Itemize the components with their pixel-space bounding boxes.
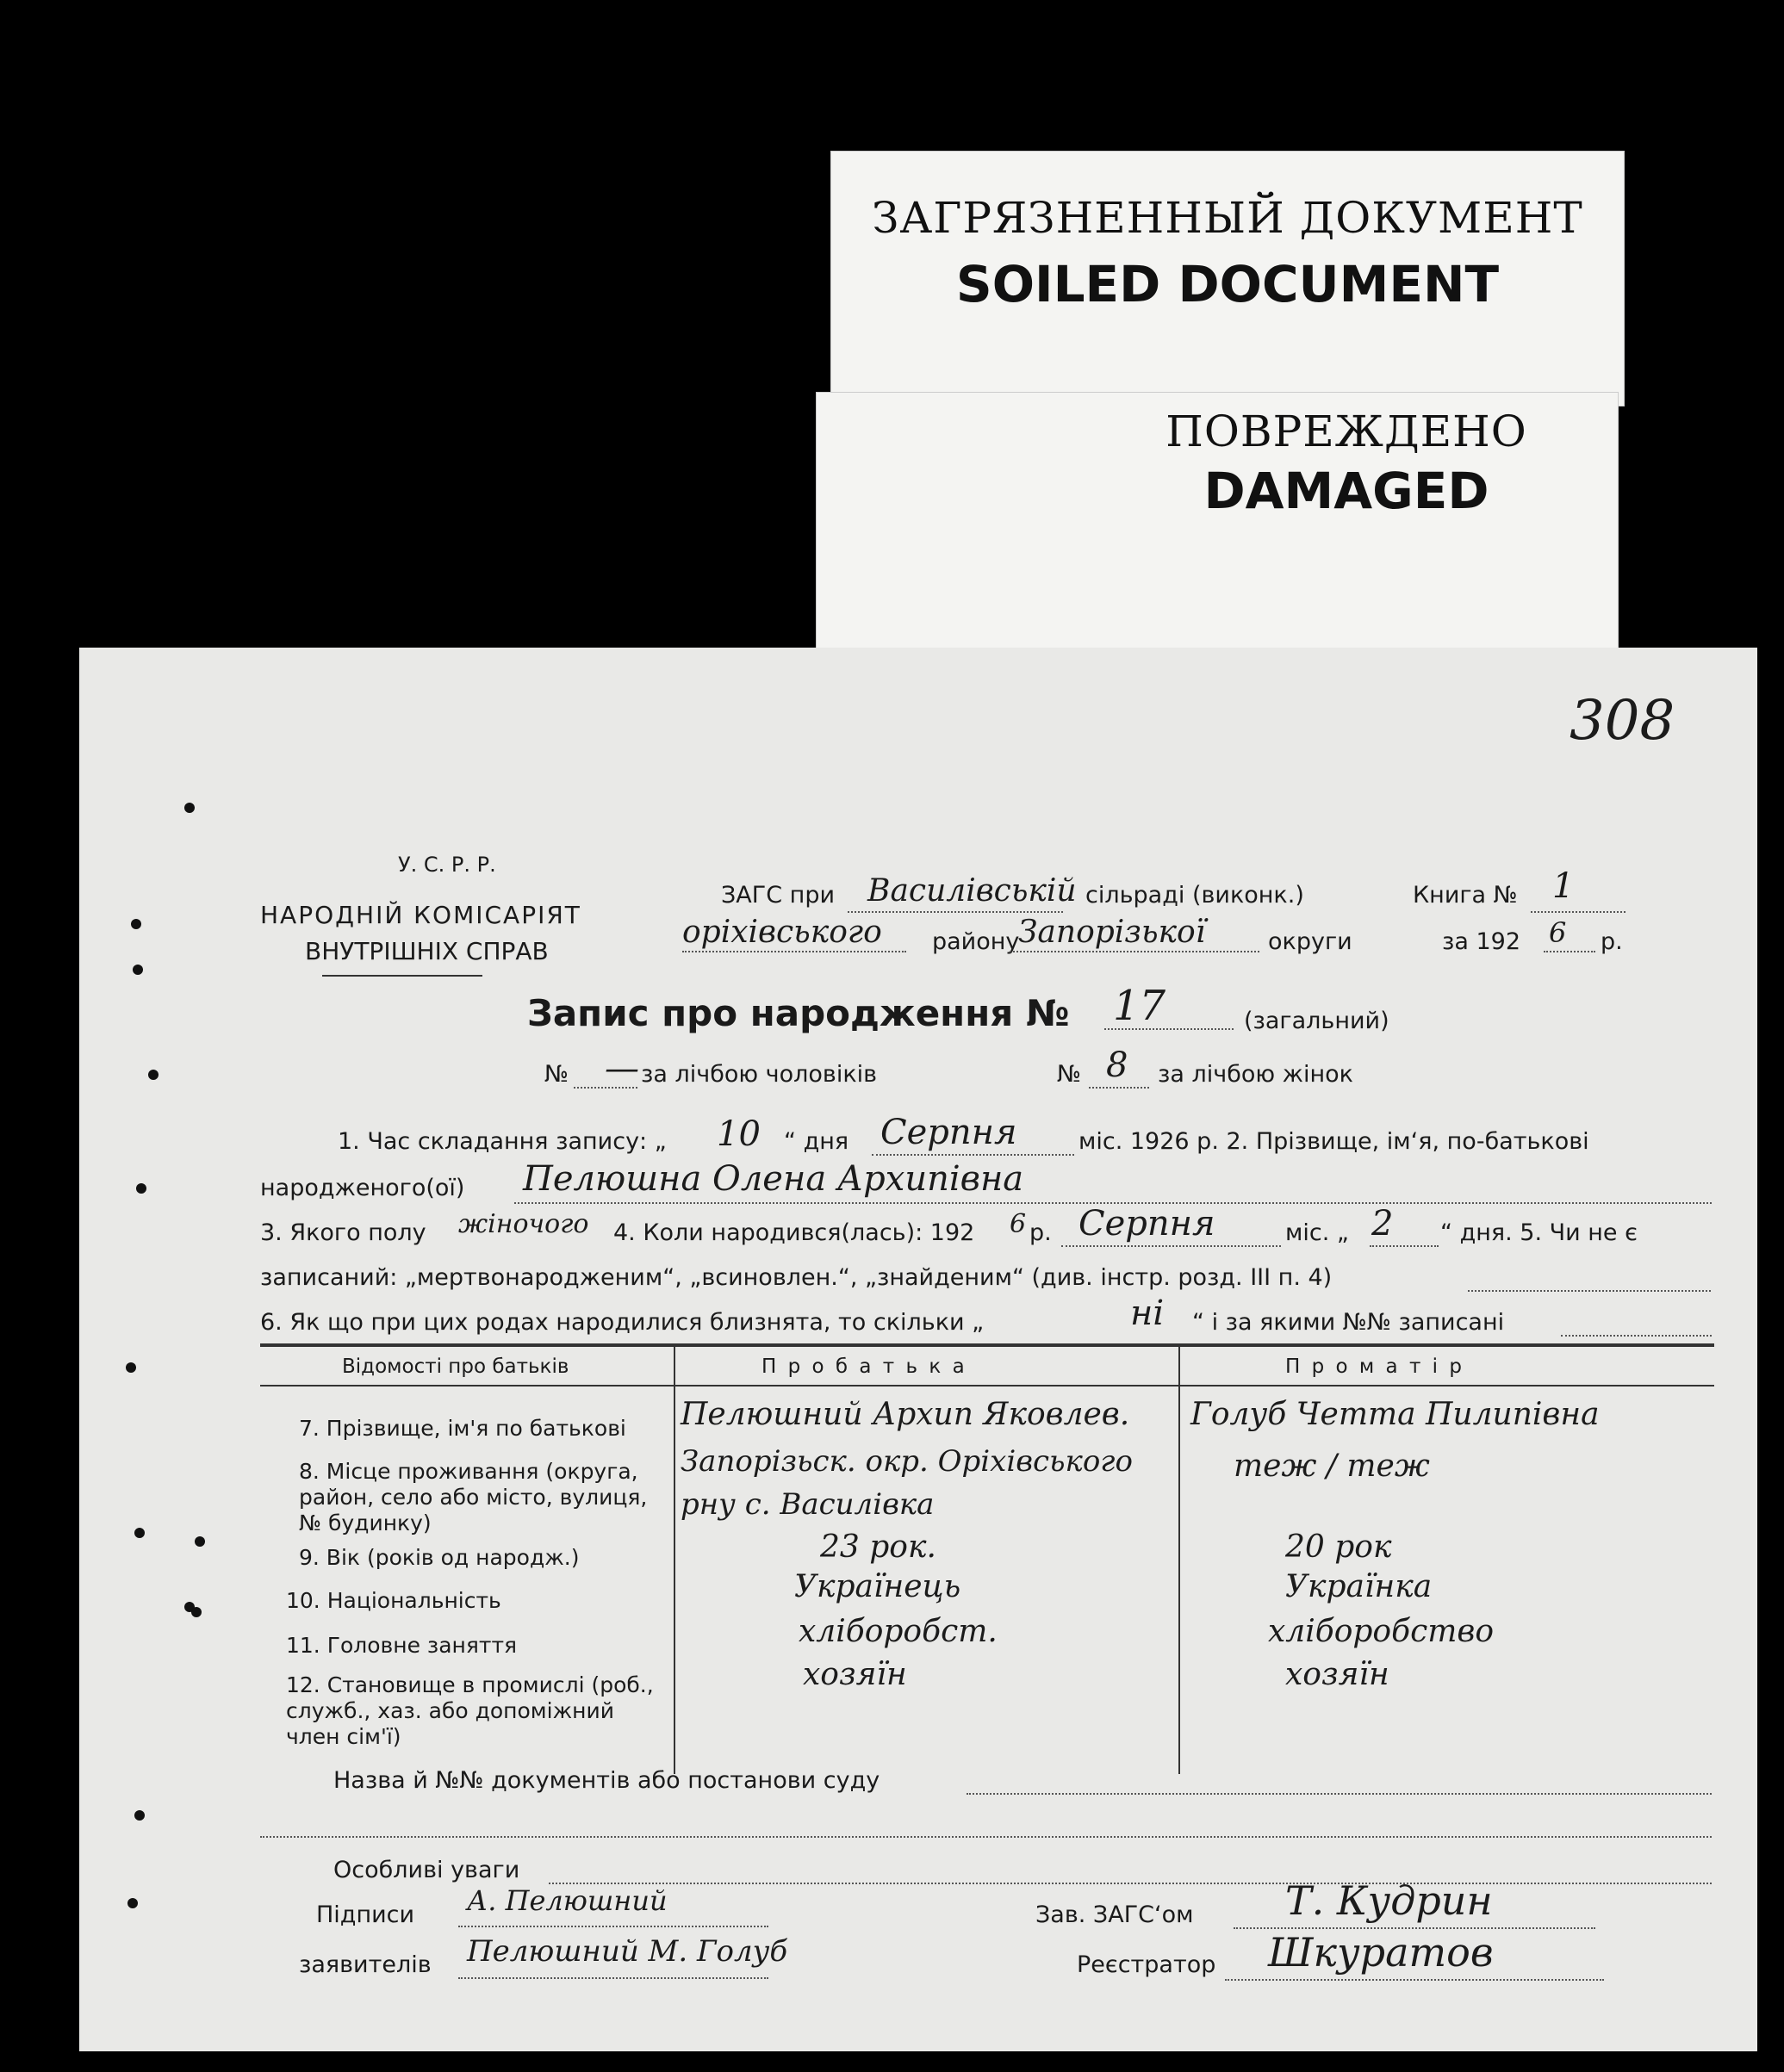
table-column-divider	[674, 1343, 675, 1774]
documents-label: Назва й №№ документів або постанови суду	[333, 1767, 880, 1794]
child-name-handwritten: Пелюшна Олена Архипівна	[523, 1159, 1024, 1199]
dotted-line	[1561, 1335, 1712, 1337]
father-name-handwritten: Пелюшний Архип Яковлев.	[681, 1397, 1130, 1432]
registrar-signature: Шкуратов	[1268, 1929, 1494, 1976]
applicant-signature-2: Пелюшний М. Голуб	[467, 1934, 788, 1969]
table-header-mother: П р о м а т і р	[1285, 1355, 1464, 1378]
field1-day-label: “ дня	[784, 1128, 849, 1155]
birth-record-form	[79, 648, 1757, 2051]
table-column-divider	[1178, 1343, 1180, 1774]
damaged-label-ru: ПОВРЕЖДЕНО	[1166, 406, 1527, 456]
book-label: Книга №	[1413, 882, 1518, 909]
district-handwritten: оріхівського	[682, 915, 882, 950]
punch-hole	[195, 1536, 205, 1547]
header-underline	[322, 975, 482, 977]
punch-hole	[134, 1528, 145, 1538]
village-council-handwritten: Василівській	[867, 873, 1077, 909]
punch-hole	[184, 803, 195, 813]
punch-hole	[191, 1607, 202, 1617]
mother-name-handwritten: Голуб Четта Пилипівна	[1190, 1397, 1600, 1432]
punch-hole	[136, 1183, 146, 1194]
dotted-line	[1010, 951, 1259, 952]
field3-label: 3. Якого полу	[260, 1219, 426, 1246]
dotted-line	[260, 1836, 1712, 1838]
dotted-line	[1370, 1245, 1439, 1247]
district-label: району	[932, 928, 1020, 955]
dotted-line	[1468, 1290, 1711, 1292]
damaged-label	[817, 393, 1618, 651]
punch-hole	[148, 1070, 159, 1080]
notes-label: Особливі уваги	[333, 1857, 520, 1883]
birth-day-handwritten: 2	[1371, 1204, 1394, 1244]
dotted-line	[1089, 1087, 1149, 1089]
dotted-line	[1104, 1028, 1234, 1030]
soiled-label-ru: ЗАГРЯЗНЕННЫЙ ДОКУМЕНТ	[872, 193, 1583, 243]
field4-label: 4. Коли народився(лась): 192	[613, 1219, 975, 1246]
dotted-line	[1544, 951, 1595, 952]
men-count-label: за лічбою чоловіків	[641, 1061, 878, 1088]
dotted-line	[458, 1926, 768, 1927]
table-header-border	[260, 1385, 1714, 1387]
dotted-line	[1531, 911, 1625, 913]
field5-options: записаний: „мертвонародженим“, „всиновлен.“, „знайденим“ (див. інстр. розд. III п. 4)	[260, 1264, 1333, 1291]
field6-label: 6. Як що при цих родах народилися близнята, то скільки „	[260, 1309, 985, 1336]
father-occupation-handwritten: хліборобст.	[799, 1614, 998, 1649]
head-label: Зав. ЗАГС‘ом	[1035, 1901, 1194, 1928]
twins-handwritten: ні	[1130, 1293, 1165, 1333]
field1-label: 1. Час складання запису: „	[338, 1128, 667, 1155]
men-count-handwritten: —	[605, 1049, 639, 1089]
republic-abbr: У. С. Р. Р.	[398, 853, 496, 877]
village-council-label: сільраді (виконк.)	[1085, 882, 1304, 909]
dotted-line	[1061, 1245, 1281, 1247]
dotted-line	[967, 1793, 1712, 1795]
women-count-handwritten: 8	[1106, 1045, 1128, 1085]
dotted-line	[872, 1154, 1074, 1156]
applicant-signature-1: А. Пелюшний	[467, 1884, 668, 1917]
dotted-line	[848, 911, 1063, 913]
year-handwritten: 6	[1549, 916, 1567, 949]
table-row-label: 8. Місце проживання (округа, район, село або місто, вулиця, № будинку)	[299, 1459, 648, 1535]
table-row-label: 9. Вік (років од народж.)	[299, 1545, 580, 1570]
dotted-line	[458, 1977, 768, 1979]
table-header-parents: Відомості про батьків	[342, 1355, 569, 1378]
punch-hole	[133, 965, 143, 975]
signatures-label: Підписи	[316, 1901, 415, 1928]
table-top-border	[260, 1343, 1714, 1347]
father-status-handwritten: хозяїн	[803, 1657, 907, 1692]
book-number-handwritten: 1	[1552, 866, 1575, 906]
year-suffix: р.	[1601, 928, 1623, 955]
table-row-label: 7. Прізвище, ім'я по батькові	[299, 1416, 626, 1441]
father-age-handwritten: 23 рок.	[820, 1529, 936, 1565]
field5-label: “ дня. 5. Чи не є	[1440, 1219, 1638, 1246]
commissariat-line2: ВНУТРІШНІХ СПРАВ	[305, 937, 549, 965]
mother-residence-handwritten: теж / теж	[1234, 1449, 1430, 1484]
page-number: 308	[1570, 689, 1675, 753]
record-day-handwritten: 10	[717, 1114, 761, 1154]
dotted-line	[682, 951, 906, 952]
women-count-label: за лічбою жінок	[1158, 1061, 1353, 1088]
dotted-line	[549, 1883, 1712, 1884]
zags-label: ЗАГС при	[721, 882, 836, 909]
mother-occupation-handwritten: хліборобство	[1268, 1614, 1495, 1649]
punch-hole	[134, 1810, 145, 1821]
field2-label: народженого(ої)	[260, 1175, 465, 1201]
okrug-label: округи	[1268, 928, 1352, 955]
punch-hole	[127, 1898, 138, 1908]
father-nationality-handwritten: Українець	[794, 1569, 961, 1604]
table-header-father: П р о б а т ь к а	[761, 1355, 967, 1378]
dotted-line	[574, 1087, 637, 1089]
okrug-handwritten: Запорізької	[1018, 915, 1206, 950]
punch-hole	[131, 919, 141, 929]
punch-hole	[126, 1362, 136, 1373]
soiled-label-en: SOILED DOCUMENT	[955, 255, 1500, 313]
mother-nationality-handwritten: Українка	[1285, 1569, 1433, 1604]
table-row-label: 10. Національність	[286, 1588, 501, 1613]
applicants-label: заявителів	[299, 1951, 432, 1978]
field4-year-suffix: р.	[1029, 1219, 1052, 1246]
mother-status-handwritten: хозяїн	[1285, 1657, 1389, 1692]
year-label: за 192	[1442, 928, 1521, 955]
father-residence-handwritten: Запорізьск. окр. Оріхівського рну с. Василівка	[681, 1444, 1133, 1522]
dotted-line	[1225, 1979, 1604, 1981]
sex-handwritten: жіночого	[458, 1209, 589, 1239]
table-row-label: 11. Головне заняття	[286, 1633, 518, 1658]
field4-month-label: міс. „	[1285, 1219, 1349, 1246]
field6-rest-label: “ і за якими №№ записані	[1192, 1309, 1505, 1336]
head-signature: Т. Кудрин	[1285, 1877, 1493, 1924]
men-no-label: №	[544, 1061, 569, 1088]
record-title: Запис про народження №	[527, 992, 1070, 1034]
soiled-document-label	[831, 152, 1624, 406]
damaged-label-en: DAMAGED	[1203, 462, 1489, 520]
mother-age-handwritten: 20 рок	[1285, 1529, 1392, 1565]
field1-rest-label: міс. 1926 р. 2. Прізвище, ім‘я, по-батькові	[1078, 1128, 1589, 1155]
birth-year-handwritten: 6	[1010, 1209, 1027, 1239]
record-number-handwritten: 17	[1113, 982, 1166, 1030]
table-row-label: 12. Становище в промислі (роб., служб., хаз. або допоміжний член сім'ї)	[286, 1672, 654, 1749]
birth-month-handwritten: Серпня	[1078, 1204, 1215, 1244]
women-no-label: №	[1057, 1061, 1082, 1088]
registrar-label: Реєстратор	[1077, 1951, 1216, 1978]
record-month-handwritten: Серпня	[880, 1113, 1017, 1152]
commissariat-line1: НАРОДНІЙ КОМІСАРІЯТ	[260, 901, 581, 929]
record-general-label: (загальний)	[1244, 1008, 1389, 1034]
